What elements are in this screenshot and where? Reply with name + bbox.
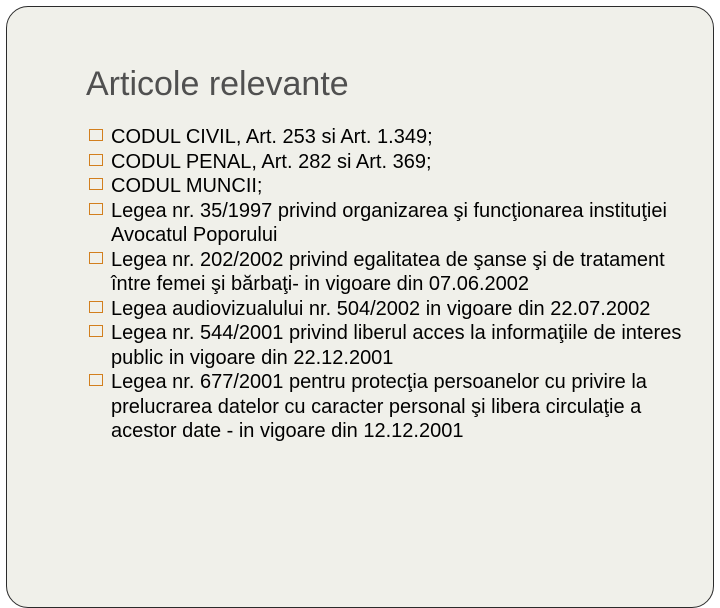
checkbox-bullet-icon <box>89 252 103 264</box>
list-item-text: Legea nr. 202/2002 privind egalitatea de şanse şi de tratament între femei şi bărbaţi- in vigoare din 07.06.2002 <box>111 248 665 295</box>
list-item <box>89 174 699 199</box>
list-item <box>89 199 699 248</box>
checkbox-bullet-icon <box>89 203 103 215</box>
list-item-text: Legea nr. 544/2001 privind liberul acces la informaţiile de interes public in vigoare din 22.12.2001 <box>111 322 682 369</box>
bullet-list <box>89 125 699 444</box>
checkbox-bullet-icon <box>89 154 103 166</box>
list-item-text: Legea nr. 677/2001 pentru protecţia persoanelor cu privire la prelucrarea datelor cu caracter personal şi libera circulaţie a acestor date - in vigoare din 12.12.2001 <box>111 371 647 442</box>
list-item <box>89 321 699 370</box>
list-item-text: CODUL CIVIL, Art. 253 si Art. 1.349; <box>111 126 433 148</box>
list-item <box>89 150 699 175</box>
checkbox-bullet-icon <box>89 325 103 337</box>
slide-title: Articole relevante <box>86 65 349 103</box>
list-item-text: Legea nr. 35/1997 privind organizarea şi funcţionarea instituţiei Avocatul Poporului <box>111 199 667 246</box>
list-item <box>89 297 699 322</box>
list-item-text: CODUL MUNCII; <box>111 175 263 197</box>
list-item-text: CODUL PENAL, Art. 282 si Art. 369; <box>111 150 432 173</box>
list-item <box>89 370 699 444</box>
checkbox-bullet-icon <box>89 374 103 386</box>
list-item <box>89 125 699 150</box>
checkbox-bullet-icon <box>89 301 103 313</box>
list-item <box>89 248 699 297</box>
checkbox-bullet-icon <box>89 129 103 141</box>
list-item-text: Legea audiovizualului nr. 504/2002 in vigoare din 22.07.2002 <box>111 297 651 320</box>
checkbox-bullet-icon <box>89 178 103 190</box>
slide-panel <box>6 6 714 608</box>
